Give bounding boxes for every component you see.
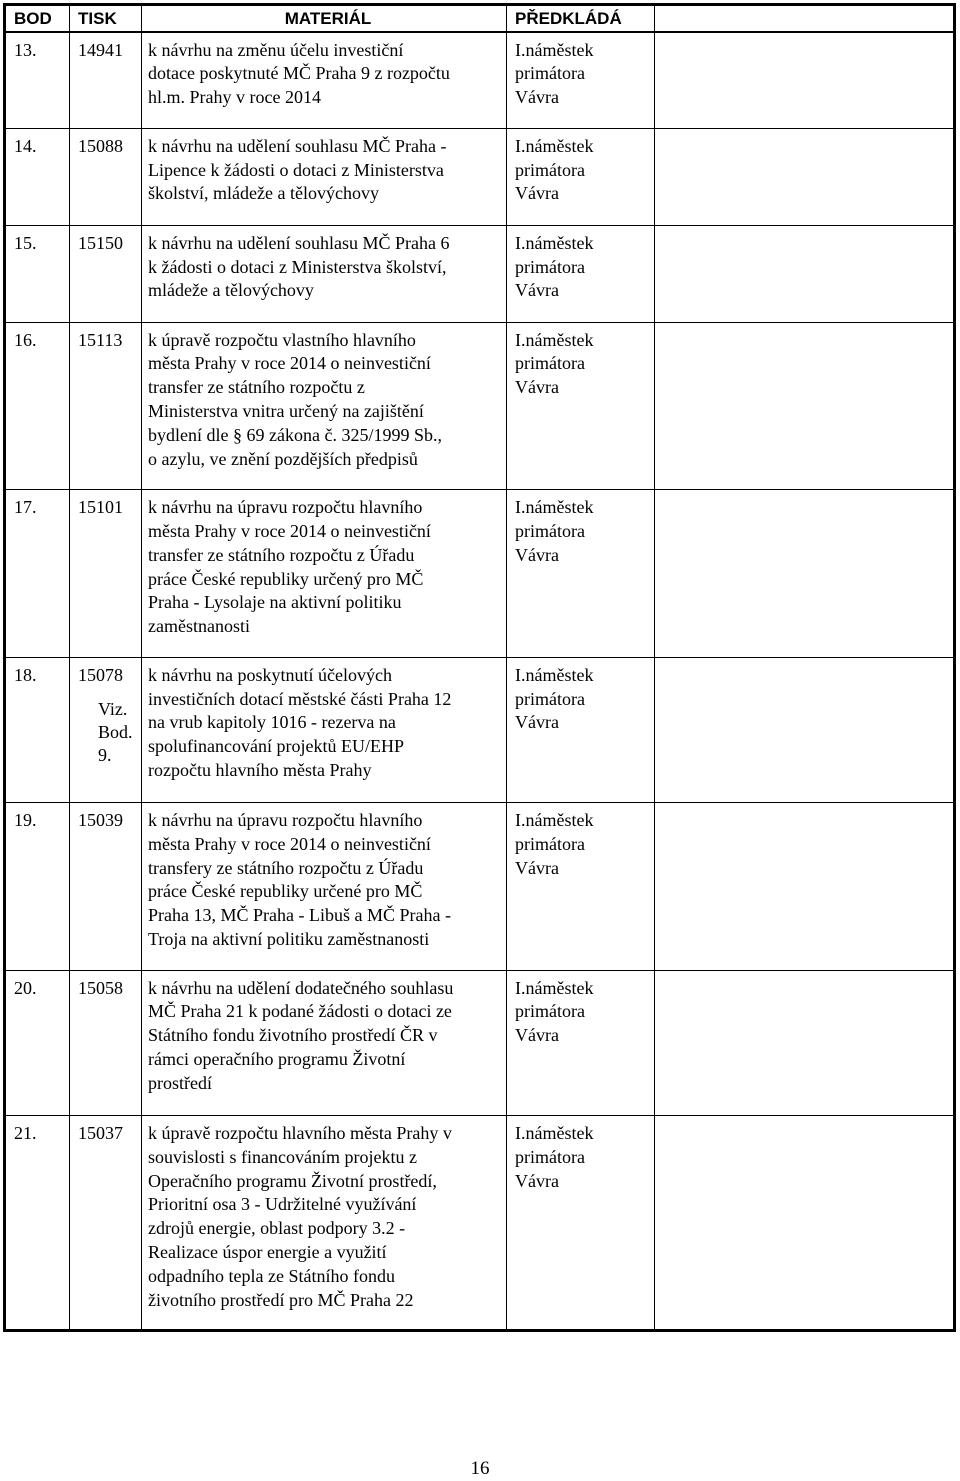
print-number: 15113 [78,329,123,350]
empty-cell [655,225,955,322]
material-line: k návrhu na poskytnutí účelových [148,664,392,685]
table-row [5,803,955,971]
material-line: k úpravě rozpočtu vlastního hlavního [148,329,416,350]
material-line: Prioritní osa 3 - Udržitelné využívání [148,1194,417,1215]
item-number: 21. [14,1122,37,1143]
presenter-line: Vávra [515,87,559,108]
column-header-empty [655,5,955,32]
material-line: rozpočtu hlavního města Prahy [148,759,372,780]
presenter-line: I.náměstek [515,1122,594,1143]
column-header-material: MATERIÁL [142,5,507,32]
empty-cell [655,32,955,129]
material-line: transfery ze státního rozpočtu z Úřadu [148,857,424,878]
presenter-cell [507,225,655,322]
material-line: na vrub kapitoly 1016 - rezerva na [148,712,396,733]
table-row [5,490,955,658]
item-number: 16. [14,329,37,350]
material-line: města Prahy v roce 2014 o neinvestiční [148,521,431,542]
print-number: 15039 [78,810,123,831]
presenter-line: I.náměstek [515,135,594,156]
bod-cell [5,32,70,129]
bod-cell [5,657,70,802]
presenter-line: I.náměstek [515,497,594,518]
material-line: Troja na aktivní politiku zaměstnanosti [148,929,430,950]
material-line: školství, mládeže a tělovýchovy [148,183,379,204]
material-line: k návrhu na udělení souhlasu MČ Praha - [148,135,447,156]
material-cell [142,490,507,658]
presenter-line: Vávra [515,183,559,204]
print-number: 15150 [78,232,123,253]
presenter-line: I.náměstek [515,39,594,60]
bod-cell [5,322,70,490]
material-line: práce České republiky určený pro MČ [148,568,424,589]
material-line: města Prahy v roce 2014 o neinvestiční [148,833,431,854]
presenter-line: Vávra [515,857,559,878]
material-line: Praha 13, MČ Praha - Libuš a MČ Praha - [148,905,451,926]
tisk-cell [70,1115,142,1330]
presenter-line: I.náměstek [515,232,594,253]
material-line: k žádosti o dotaci z Ministerstva školství, [148,256,447,277]
material-line: Státního fondu životního prostředí ČR v [148,1025,438,1046]
material-cell [142,1115,507,1330]
material-line: Operačního programu Životní prostředí, [148,1170,437,1191]
material-line: MČ Praha 21 k podané žádosti o dotaci ze [148,1001,452,1022]
material-line: prostředí [148,1072,212,1093]
material-line: dotace poskytnuté MČ Praha 9 z rozpočtu [148,63,450,84]
presenter-line: Vávra [515,1025,559,1046]
material-cell [142,322,507,490]
bod-cell [5,128,70,225]
print-number: 15058 [78,977,123,998]
material-line: hl.m. Prahy v roce 2014 [148,87,321,108]
presenter-cell [507,970,655,1115]
table-row [5,657,955,802]
bod-cell [5,225,70,322]
column-header-bod: BOD [5,5,70,32]
presenter-cell [507,322,655,490]
empty-cell [655,322,955,490]
table-row [5,128,955,225]
header-row [5,5,955,32]
item-number: 17. [14,497,37,518]
table-row [5,970,955,1115]
material-cell [142,225,507,322]
print-number: 14941 [78,39,123,60]
material-cell [142,803,507,971]
tisk-cell [70,32,142,129]
presenter-cell [507,1115,655,1330]
print-note-line: Bod. [98,721,133,742]
empty-cell [655,128,955,225]
empty-cell [655,1115,955,1330]
page-number: 16 [470,1458,490,1479]
column-header-predklada: PŘEDKLÁDÁ [507,5,655,32]
presenter-line: Vávra [515,280,559,301]
presenter-line: I.náměstek [515,810,594,831]
item-number: 18. [14,664,37,685]
tisk-cell [70,225,142,322]
print-note-line: 9. [98,744,112,765]
material-line: o azylu, ve znění pozdějších předpisů [148,448,418,469]
table-row [5,225,955,322]
material-cell [142,657,507,802]
presenter-line: primátora [515,1146,585,1167]
material-line: práce České republiky určené pro MČ [148,881,423,902]
item-number: 20. [14,977,37,998]
presenter-line: primátora [515,521,585,542]
presenter-line: I.náměstek [515,977,594,998]
material-line: Realizace úspor energie a využití [148,1241,387,1262]
material-cell [142,128,507,225]
presenter-line: primátora [515,833,585,854]
column-header-tisk: TISK [70,5,142,32]
material-line: města Prahy v roce 2014 o neinvestiční [148,353,431,374]
table-row [5,32,955,129]
material-cell [142,32,507,129]
bod-cell [5,490,70,658]
material-line: bydlení dle § 69 zákona č. 325/1999 Sb., [148,424,442,445]
material-line: transfer ze státního rozpočtu z Úřadu [148,544,415,565]
presenter-line: Vávra [515,712,559,733]
presenter-line: Vávra [515,1170,559,1191]
bod-cell [5,1115,70,1330]
empty-cell [655,803,955,971]
material-line: zaměstnanosti [148,616,250,637]
material-line: investičních dotací městské části Praha 12 [148,688,452,709]
print-number: 15037 [78,1122,123,1143]
presenter-line: primátora [515,688,585,709]
agenda-table [3,3,956,1332]
presenter-cell [507,657,655,802]
presenter-line: primátora [515,63,585,84]
presenter-cell [507,32,655,129]
empty-cell [655,657,955,802]
material-line: k úpravě rozpočtu hlavního města Prahy v [148,1122,452,1143]
tisk-cell [70,970,142,1115]
item-number: 15. [14,232,37,253]
material-line: Ministerstva vnitra určený na zajištění [148,401,424,422]
print-number: 15088 [78,135,123,156]
material-line: odpadního tepla ze Státního fondu [148,1265,395,1286]
presenter-line: primátora [515,159,585,180]
material-line: souvislosti s financováním projektu z [148,1146,417,1167]
tisk-cell [70,128,142,225]
presenter-line: primátora [515,256,585,277]
presenter-line: primátora [515,353,585,374]
item-number: 13. [14,39,37,60]
material-line: transfer ze státního rozpočtu z [148,377,365,398]
presenter-line: I.náměstek [515,664,594,685]
print-number: 15078 [78,664,123,685]
tisk-cell [70,322,142,490]
material-line: Lipence k žádosti o dotaci z Ministerstva [148,159,444,180]
tisk-cell [70,803,142,971]
item-number: 19. [14,810,37,831]
material-line: Praha - Lysolaje na aktivní politiku [148,592,402,613]
material-line: rámci operačního programu Životní [148,1049,406,1070]
presenter-line: primátora [515,1001,585,1022]
material-line: životního prostředí pro MČ Praha 22 [148,1289,414,1310]
table-row [5,1115,955,1330]
presenter-line: Vávra [515,544,559,565]
empty-cell [655,490,955,658]
tisk-cell [70,657,142,802]
table-row [5,322,955,490]
presenter-cell [507,490,655,658]
bod-cell [5,970,70,1115]
tisk-cell [70,490,142,658]
material-line: k návrhu na úpravu rozpočtu hlavního [148,810,423,831]
material-line: mládeže a tělovýchovy [148,280,314,301]
presenter-line: I.náměstek [515,329,594,350]
material-line: k návrhu na udělení dodatečného souhlasu [148,977,454,998]
print-number: 15101 [78,497,123,518]
material-line: k návrhu na úpravu rozpočtu hlavního [148,497,423,518]
material-line: spolufinancování projektů EU/EHP [148,736,404,757]
material-line: k návrhu na udělení souhlasu MČ Praha 6 [148,232,450,253]
bod-cell [5,803,70,971]
material-cell [142,970,507,1115]
presenter-cell [507,803,655,971]
material-line: k návrhu na změnu účelu investiční [148,39,404,60]
empty-cell [655,970,955,1115]
item-number: 14. [14,135,37,156]
material-line: zdrojů energie, oblast podpory 3.2 - [148,1218,406,1239]
presenter-cell [507,128,655,225]
presenter-line: Vávra [515,377,559,398]
print-note-line: Viz. [98,698,128,719]
